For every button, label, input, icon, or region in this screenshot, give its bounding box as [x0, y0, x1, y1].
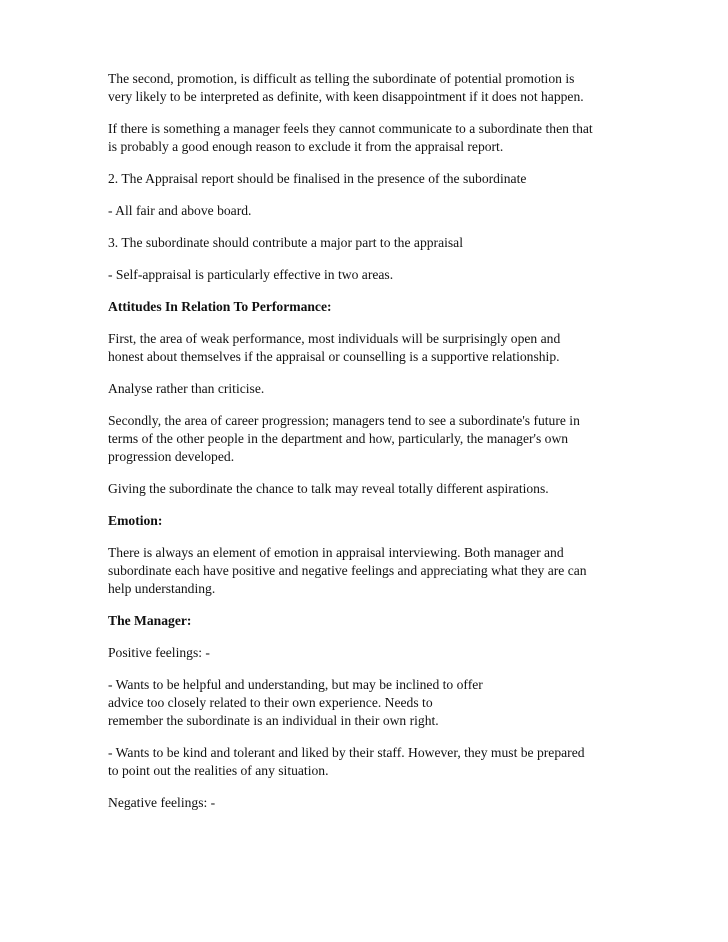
paragraph-helpful: [108, 676, 708, 730]
document-page: [108, 70, 708, 826]
paragraph-promotion: [108, 70, 708, 106]
paragraph-line: 3. The subordinate should contribute a major part to the appraisal: [108, 235, 463, 250]
paragraph-line: The second, promotion, is difficult as telling the subordinate of potential promotion is: [108, 71, 575, 86]
paragraph-line: - Wants to be helpful and understanding, but may be inclined to offer: [108, 677, 483, 692]
paragraph-line: - Self-appraisal is particularly effective in two areas.: [108, 267, 394, 282]
paragraph-line: Positive feelings: -: [108, 645, 210, 660]
paragraph-line: There is always an element of emotion in appraisal interviewing. Both manager and: [108, 545, 564, 560]
paragraph-line: 2. The Appraisal report should be finalised in the presence of the subordinate: [108, 171, 527, 186]
paragraph-fair: [108, 202, 708, 220]
paragraph-point-2: [108, 170, 708, 188]
paragraph-line: - All fair and above board.: [108, 203, 252, 218]
paragraph-line: - Wants to be kind and tolerant and liked by their staff. However, they must be prepared: [108, 745, 585, 760]
paragraph-line: to point out the realities of any situation.: [108, 763, 329, 778]
paragraph-line: help understanding.: [108, 581, 216, 596]
paragraph-line: Analyse rather than criticise.: [108, 381, 265, 396]
paragraph-line: honest about themselves if the appraisal or counselling is a supportive relationship.: [108, 349, 560, 364]
paragraph-line: terms of the other people in the department and how, particularly, the manager's own: [108, 431, 569, 446]
paragraph-kind-tolerant: [108, 744, 708, 780]
paragraph-point-3: [108, 234, 708, 252]
paragraph-line: Negative feelings: -: [108, 795, 216, 810]
paragraph-aspirations: [108, 480, 708, 498]
heading-attitudes: [108, 298, 708, 316]
paragraph-line: very likely to be interpreted as definite, with keen disappointment if it does not happen.: [108, 89, 584, 104]
paragraph-line: If there is something a manager feels they cannot communicate to a subordinate then that: [108, 121, 593, 136]
paragraph-weak-performance: [108, 330, 708, 366]
paragraph-positive-feelings: [108, 644, 708, 662]
heading-emotion: [108, 512, 708, 530]
heading-text: Emotion:: [108, 513, 163, 528]
heading-text: Attitudes In Relation To Performance:: [108, 299, 332, 314]
paragraph-exclude: [108, 120, 708, 156]
paragraph-analyse: [108, 380, 708, 398]
paragraph-self-appraisal: [108, 266, 708, 284]
paragraph-line: Secondly, the area of career progression; managers tend to see a subordinate's future in: [108, 413, 580, 428]
paragraph-line: progression developed.: [108, 449, 235, 464]
paragraph-line: subordinate each have positive and negative feelings and appreciating what they are can: [108, 563, 587, 578]
paragraph-line: advice too closely related to their own experience. Needs to: [108, 695, 433, 710]
heading-the-manager: [108, 612, 708, 630]
paragraph-emotion: [108, 544, 708, 598]
paragraph-line: First, the area of weak performance, most individuals will be surprisingly open and: [108, 331, 561, 346]
paragraph-career-progression: [108, 412, 708, 466]
heading-text: The Manager:: [108, 613, 192, 628]
paragraph-line: Giving the subordinate the chance to talk may reveal totally different aspirations.: [108, 481, 549, 496]
paragraph-line: remember the subordinate is an individual in their own right.: [108, 713, 439, 728]
paragraph-line: is probably a good enough reason to exclude it from the appraisal report.: [108, 139, 504, 154]
paragraph-negative-feelings: [108, 794, 708, 812]
